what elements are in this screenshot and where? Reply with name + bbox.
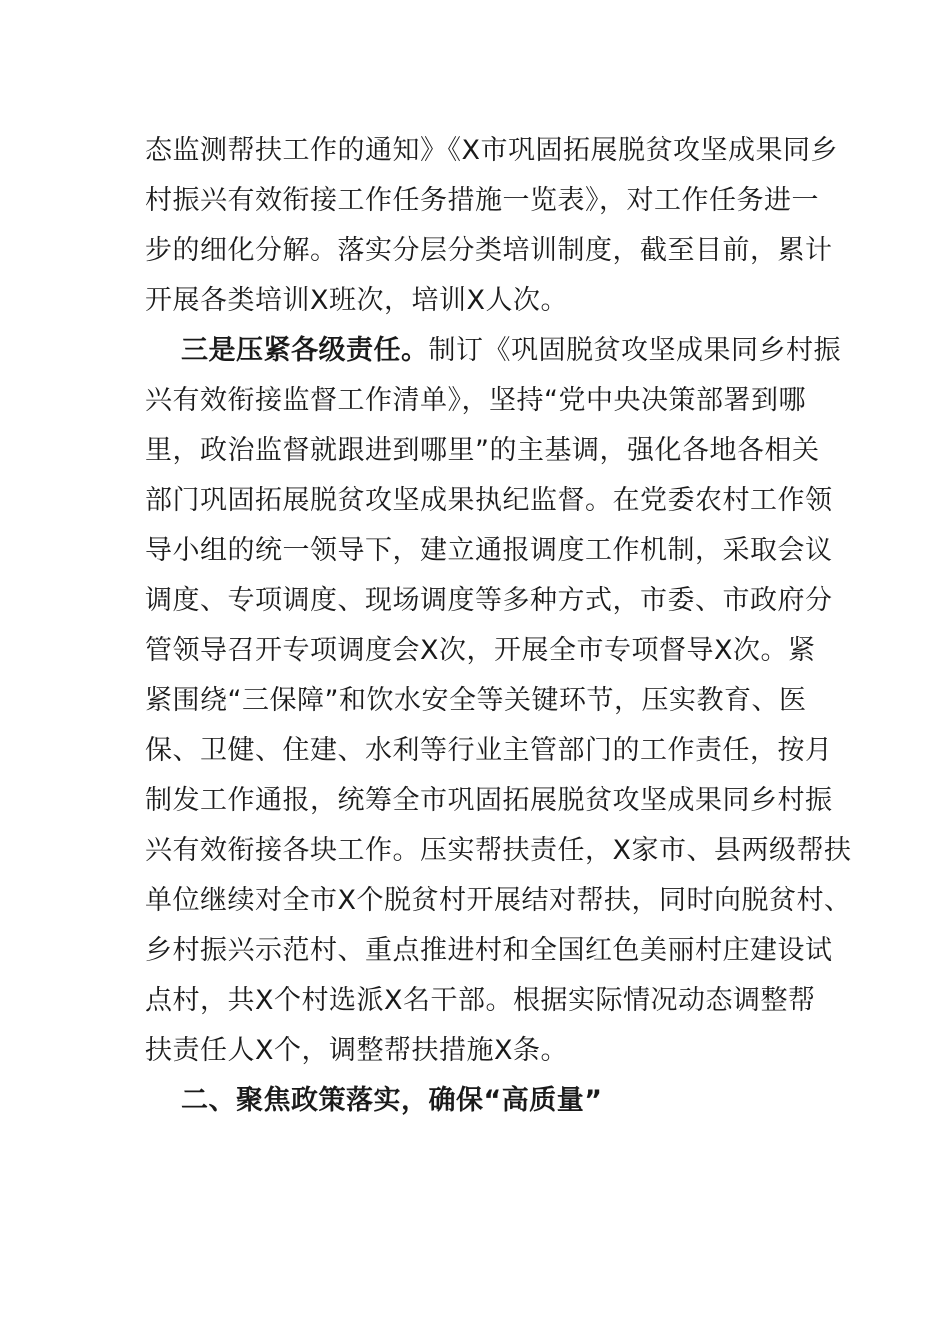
paragraph-lead: 三是压紧各级责任。 (181, 335, 429, 366)
text-line: 里，政治监督就跟进到哪里”的主基调，强化各地各相关 (145, 435, 820, 466)
text-line: 调度、专项调度、现场调度等多种方式，市委、市政府分 (145, 585, 833, 616)
text-line: 扶责任人X个，调整帮扶措施X条。 (145, 1035, 568, 1066)
text-line: 兴有效衔接监督工作清单》，坚持“党中央决策部署到哪 (145, 385, 806, 416)
text-line: 兴有效衔接各块工作。压实帮扶责任，X家市、县两级帮扶 (145, 835, 852, 866)
text-line: 紧围绕“三保障”和饮水安全等关键环节，压实教育、医 (145, 685, 807, 716)
heading-text: 二、聚焦政策落实，确保“高质量” (181, 1085, 603, 1116)
text-line: 乡村振兴示范村、重点推进村和全国红色美丽村庄建设试 (145, 935, 833, 966)
text-line: 单位继续对全市X个脱贫村开展结对帮扶，同时向脱贫村、 (145, 885, 852, 916)
text-line: 部门巩固拓展脱贫攻坚成果执纪监督。在党委农村工作领 (145, 485, 833, 516)
text-line (145, 326, 841, 376)
text-line: 制发工作通报，统筹全市巩固拓展脱贫攻坚成果同乡村振 (145, 785, 833, 816)
document-body (145, 126, 852, 1126)
paragraph-2 (145, 326, 852, 1076)
text-line: 开展各类培训X班次，培训X人次。 (145, 285, 568, 316)
paragraph-1 (145, 126, 838, 326)
text-line: 保、卫健、住建、水利等行业主管部门的工作责任，按月 (145, 735, 833, 766)
paragraph-lead-rest: 制订《巩固脱贫攻坚成果同乡村振 (428, 335, 841, 366)
text-line: 步的细化分解。落实分层分类培训制度，截至目前，累计 (145, 235, 833, 266)
text-line: 态监测帮扶工作的通知》《X市巩固拓展脱贫攻坚成果同乡 (145, 135, 838, 166)
section-heading (145, 1076, 825, 1126)
text-line: 点村，共X个村选派X名干部。根据实际情况动态调整帮 (145, 985, 816, 1016)
text-line: 管领导召开专项调度会X次，开展全市专项督导X次。紧 (145, 635, 816, 666)
text-line: 导小组的统一领导下，建立通报调度工作机制，采取会议 (145, 535, 833, 566)
text-line: 村振兴有效衔接工作任务措施一览表》，对工作任务进一 (145, 185, 819, 216)
